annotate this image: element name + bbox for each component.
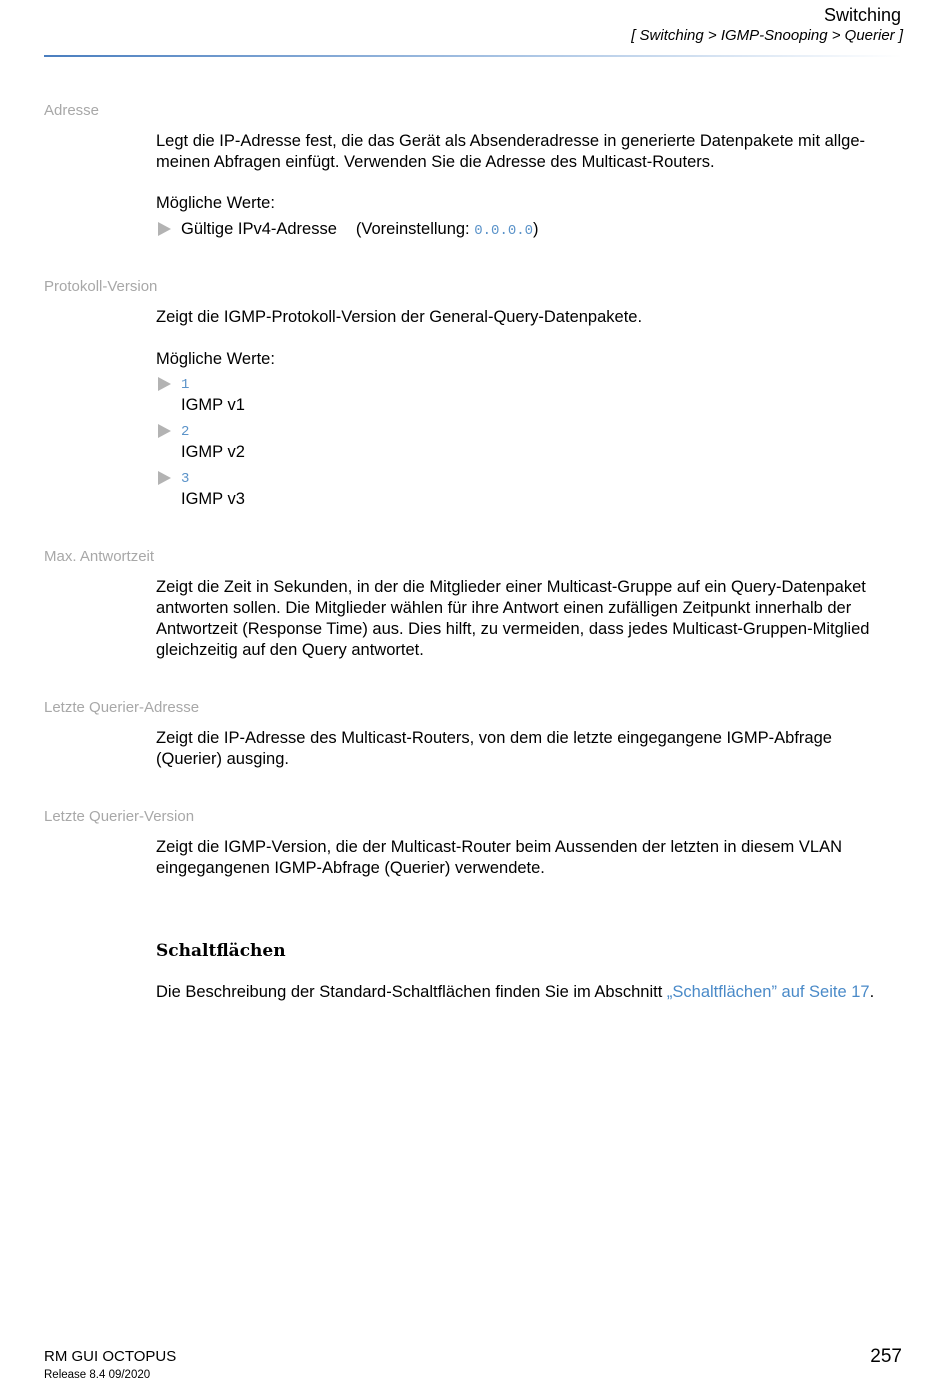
max-antwortzeit-description	[156, 577, 906, 661]
adresse-description-line: meinen Abfragen einfügt. Verwenden Sie die Adresse des Multicast-Routers.	[156, 153, 715, 171]
adresse-default-prefix: (Voreinstellung:	[355, 220, 475, 238]
schaltflaechen-text: Die Beschreibung der Standard-Schaltflächen finden Sie im Abschnitt	[156, 983, 667, 1001]
letzte-querier-adresse-description	[156, 728, 906, 770]
bullet-arrow-icon	[158, 377, 171, 391]
param-label-max-antwortzeit: Max. Antwortzeit	[44, 548, 155, 565]
letzte-querier-version-description	[156, 837, 906, 879]
adresse-default-suffix: )	[533, 220, 539, 238]
page-number: 257	[870, 1346, 902, 1367]
bullet-arrow-icon	[158, 222, 171, 236]
page-header-title: Switching	[823, 5, 901, 25]
letzte-querier-version-description-line: Zeigt die IGMP-Version, die der Multicast-Router beim Aussenden der letzten in diesem VLAN	[156, 838, 842, 856]
schaltflaechen-description	[156, 982, 906, 1003]
protokoll-version-text: IGMP v2	[181, 443, 245, 461]
param-label-letzte-querier-adresse: Letzte Querier-Adresse	[44, 699, 200, 716]
breadcrumb: [ Switching > IGMP-Snooping > Querier ]	[631, 27, 903, 44]
protokoll-version-code: 1	[181, 377, 190, 393]
protokoll-version-description	[156, 307, 906, 328]
adresse-default-value: 0.0.0.0	[474, 223, 534, 239]
protokoll-version-text: IGMP v1	[181, 396, 245, 414]
adresse-description	[156, 131, 906, 173]
param-label-protokoll-version: Protokoll-Version	[44, 278, 158, 295]
protokoll-version-values-label: Mögliche Werte:	[156, 350, 275, 368]
footer-document-title: RM GUI OCTOPUS	[44, 1348, 177, 1365]
max-antwortzeit-description-line: gleichzeitig auf den Query antwortet.	[156, 641, 424, 659]
max-antwortzeit-description-line: Antwortzeit (Response Time) aus. Dies hilft, zu vermeiden, dass jedes Multicast-Gruppen-Mitglied	[156, 620, 870, 638]
protokoll-version-description-line: Zeigt die IGMP-Protokoll-Version der General-Query-Datenpakete.	[156, 308, 643, 326]
section-heading-schaltflaechen: Schaltflächen	[156, 941, 286, 961]
adresse-values-label: Mögliche Werte:	[156, 194, 275, 212]
param-label-adresse: Adresse	[44, 102, 100, 119]
bullet-arrow-icon	[158, 424, 171, 438]
max-antwortzeit-description-line: antworten sollen. Die Mitglieder wählen für ihre Antwort einen zufälligen Zeitpunkt innerhalb der	[156, 599, 852, 617]
bullet-arrow-icon	[158, 471, 171, 485]
letzte-querier-version-description-line: eingegangenen IGMP-Abfrage (Querier) verwendete.	[156, 859, 545, 877]
protokoll-version-text: IGMP v3	[181, 490, 245, 508]
letzte-querier-adresse-description-line: Zeigt die IP-Adresse des Multicast-Routers, von dem die letzte eingegangene IGMP-Abfrage	[156, 729, 832, 747]
schaltflaechen-description-line	[156, 982, 906, 1003]
adresse-value-text: Gültige IPv4-Adresse	[181, 220, 337, 238]
protokoll-version-code: 2	[181, 424, 190, 440]
param-label-letzte-querier-version: Letzte Querier-Version	[44, 808, 195, 825]
schaltflaechen-text-end: .	[869, 983, 875, 1001]
header-divider	[44, 55, 902, 57]
adresse-value-item	[181, 219, 539, 242]
letzte-querier-adresse-description-line: (Querier) ausging.	[156, 750, 289, 768]
max-antwortzeit-description-line: Zeigt die Zeit in Sekunden, in der die Mitglieder einer Multicast-Gruppe auf ein Query-Datenpaket	[156, 578, 866, 596]
schaltflaechen-page-link[interactable]: „Schaltflächen” auf Seite 17	[666, 983, 870, 1001]
adresse-description-line: Legt die IP-Adresse fest, die das Gerät als Absenderadresse in generierte Datenpakete mit allge-	[156, 132, 865, 150]
footer-release: Release 8.4 09/2020	[44, 1369, 151, 1381]
protokoll-version-code: 3	[181, 471, 190, 487]
